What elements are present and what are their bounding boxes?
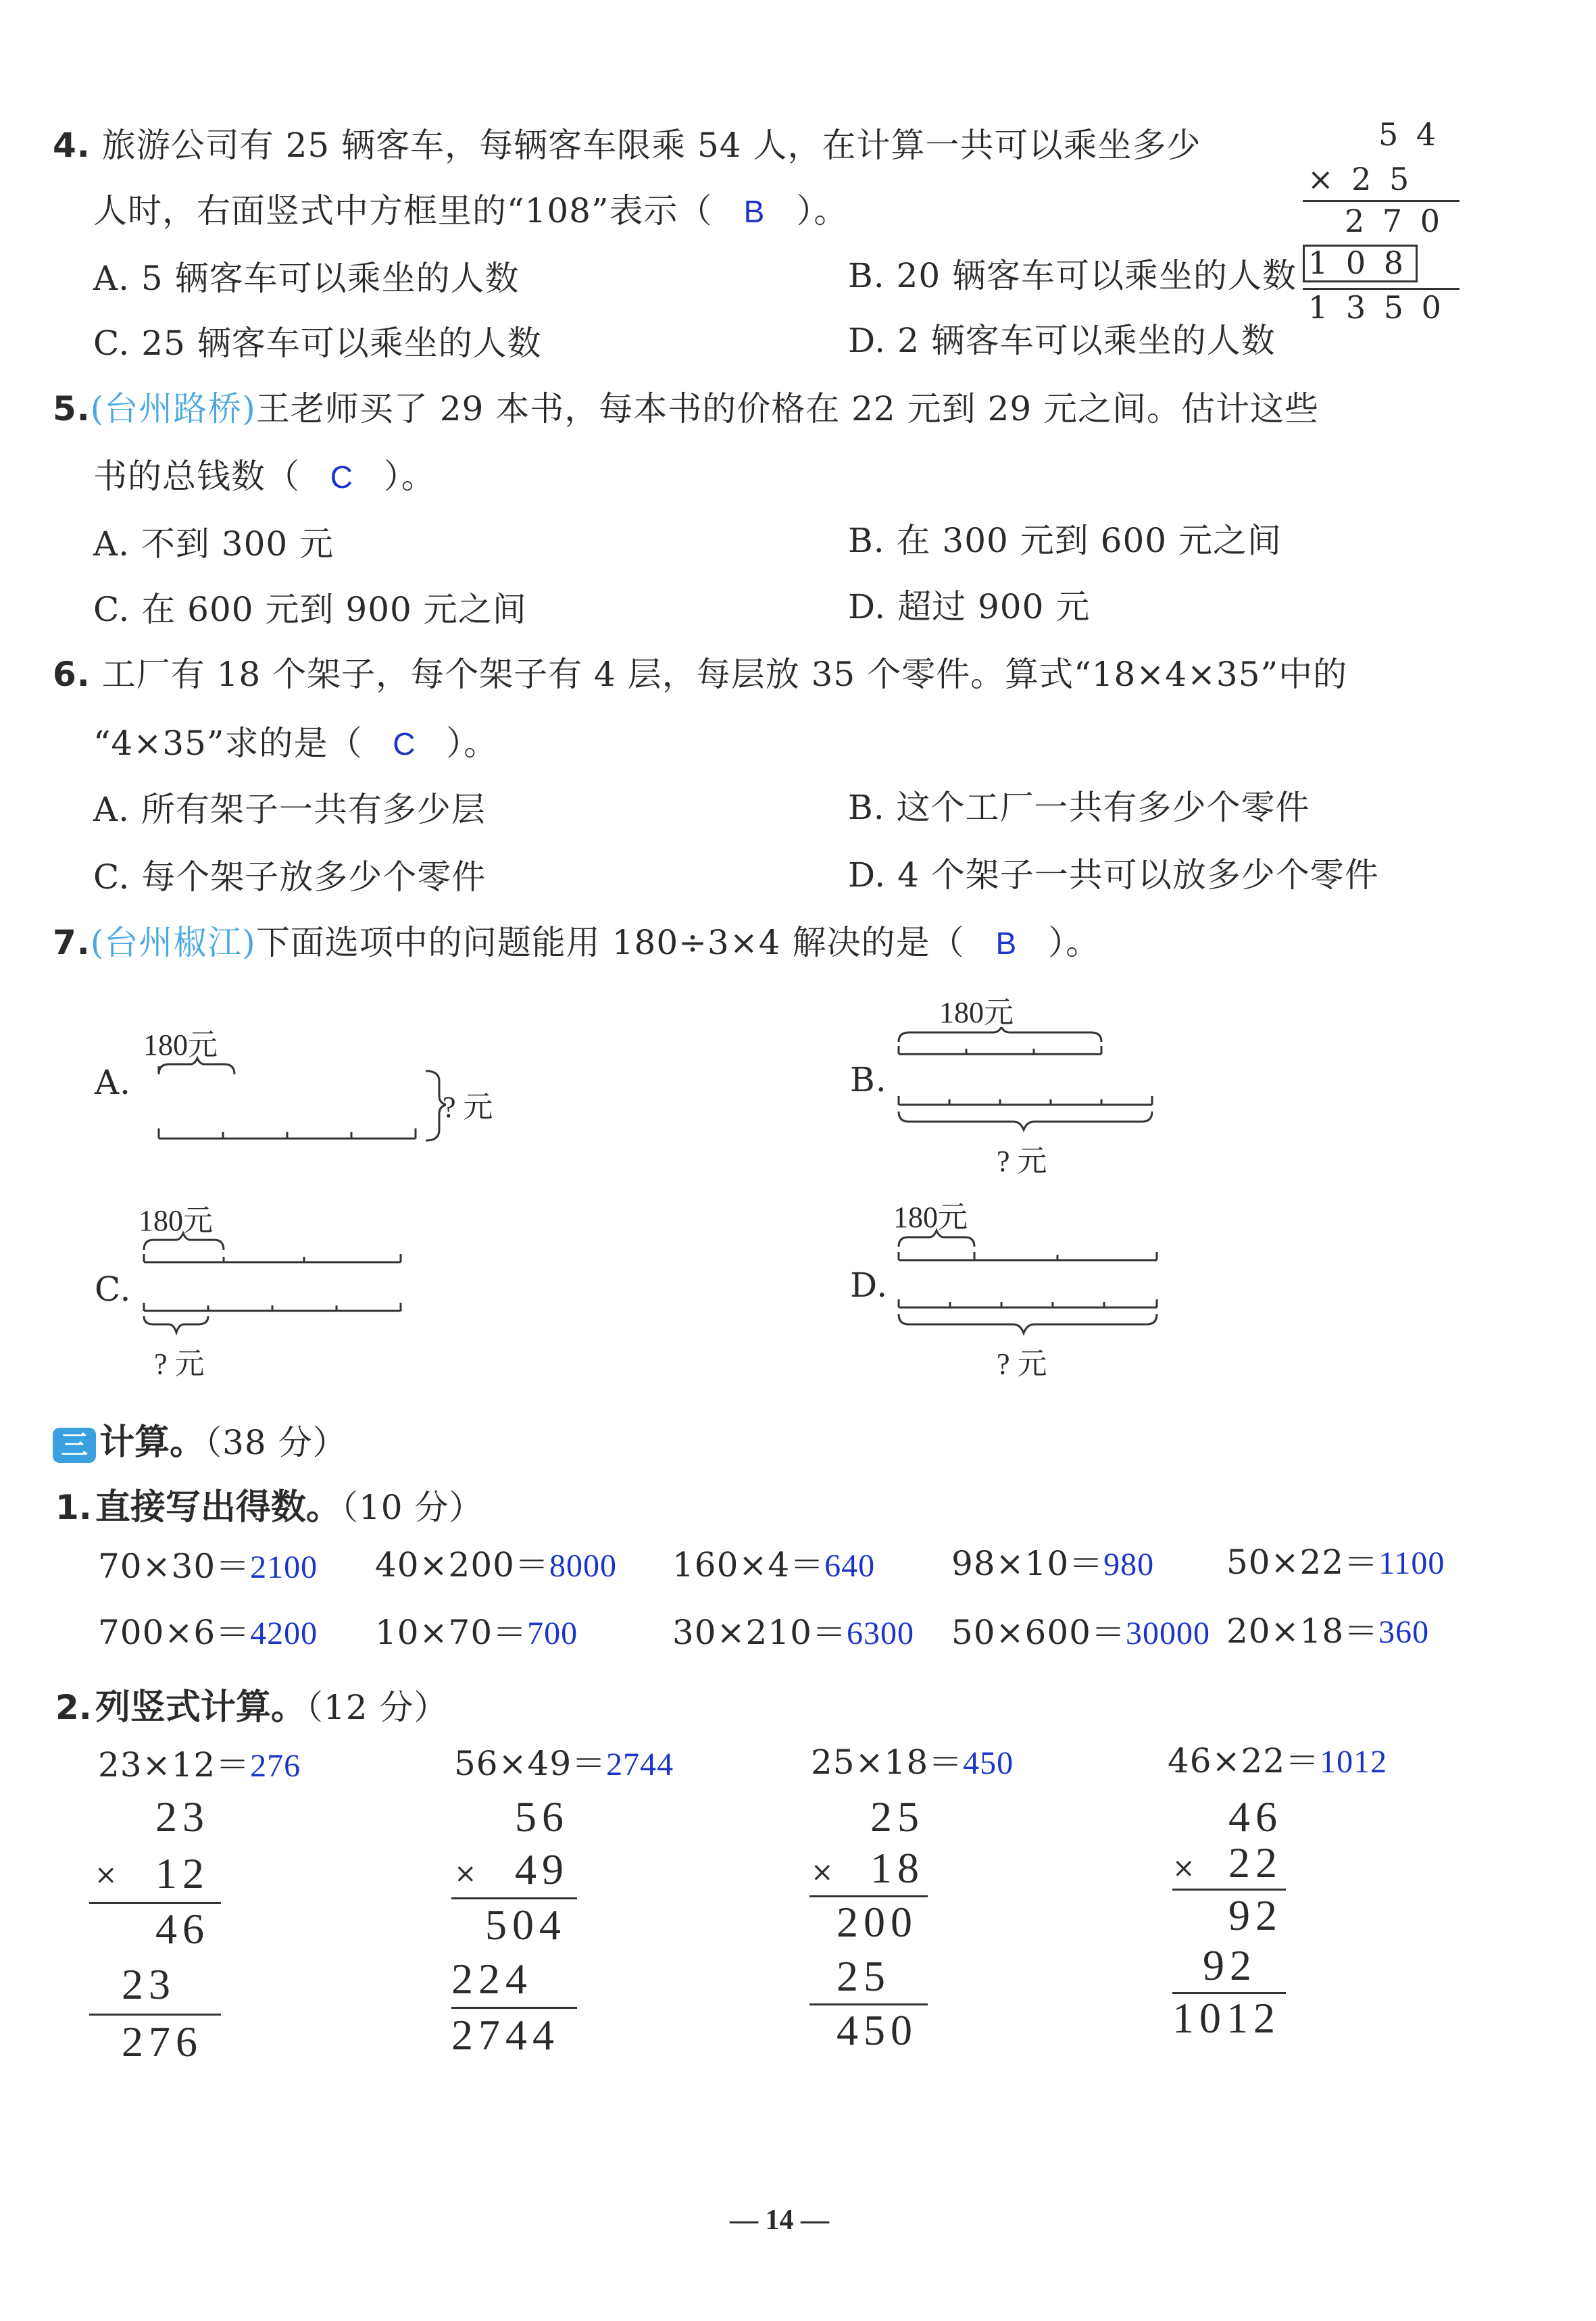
- q4-option-a: A. 5 辆客车可以乘坐的人数: [93, 259, 520, 298]
- q5-text-2-post: ）。: [383, 457, 436, 496]
- s2-problem-3-expr: 25×18＝450: [811, 1743, 1014, 1782]
- s2-p4-partial-2: 92: [1203, 1941, 1257, 1989]
- q5-text-1: 王老师买了 29 本书，每本书的价格在 22 元到 29 元之间。估计这些: [255, 389, 1320, 428]
- s2-p2-result: 2744: [451, 2011, 559, 2059]
- s2-p3-result: 450: [837, 2006, 918, 2054]
- section-3-header: [53, 1414, 347, 1464]
- s2-p1-partial-1: 46: [155, 1905, 209, 1953]
- q7-diagram-c-question: ? 元: [154, 1347, 205, 1380]
- q4-calc-multiplier: × 2 5: [1307, 161, 1414, 197]
- s1-answer-3: 640: [824, 1548, 876, 1584]
- q7-text-1: 下面选项中的问题能用 180÷3×4 解决的是（: [255, 923, 965, 962]
- q7-diagram-c-drawing: [139, 1230, 409, 1345]
- s2-p1-multiplier: 12: [155, 1849, 209, 1897]
- s1-answer-10: 360: [1378, 1614, 1430, 1650]
- s2-p4-multiplier: 22: [1228, 1839, 1282, 1887]
- s2-p2-rule-1: [451, 1897, 577, 1899]
- s1-answer-9: 30000: [1125, 1616, 1210, 1651]
- q7-diagram-b-question: ? 元: [997, 1145, 1047, 1178]
- q6-answer: C: [393, 726, 416, 762]
- s1-answer-2: 8000: [549, 1548, 617, 1584]
- s1-number: 1.: [55, 1488, 92, 1527]
- q4-option-b: B. 20 辆客车可以乘坐的人数: [848, 256, 1297, 295]
- q5-option-d: D. 超过 900 元: [848, 587, 1091, 626]
- s2-p4-result: 1012: [1172, 1994, 1280, 2042]
- q6-option-b: B. 这个工厂一共有多少个零件: [848, 788, 1310, 827]
- q7-diagram-b-drawing: [892, 1027, 1162, 1139]
- q4-text-2: 人时，右面竖式中方框里的“108”表示（: [93, 191, 713, 230]
- q7-diagram-b-label: B.: [850, 1060, 887, 1099]
- s2-p2-multiplicand: 56: [515, 1793, 569, 1841]
- s1-title: 直接写出得数。: [95, 1487, 341, 1528]
- s2-p2-partial-1: 504: [485, 1901, 566, 1949]
- q6-line2: [93, 723, 498, 764]
- s2-problem-3-answer: 450: [963, 1745, 1014, 1781]
- s2-p3-multiplier: 18: [870, 1844, 924, 1892]
- s2-problem-4-answer: 1012: [1320, 1744, 1388, 1780]
- q7-diagram-d-label: D.: [850, 1266, 889, 1305]
- s1-item-2: 40×200＝8000: [375, 1545, 617, 1584]
- q5-number: 5.: [53, 389, 91, 428]
- s2-problem-4-expr: 46×22＝1012: [1168, 1741, 1388, 1780]
- page-number: — 14 —: [730, 2205, 829, 2236]
- s2-p4-partial-1: 92: [1228, 1891, 1282, 1939]
- s1-item-7: 10×70＝700: [375, 1613, 578, 1652]
- s1-item-4: 98×10＝980: [951, 1544, 1155, 1583]
- q4-text-1: 旅游公司有 25 辆客车，每辆客车限乘 54 人，在计算一共可以乘坐多少: [101, 126, 1201, 165]
- q6-text-2: “4×35”求的是（: [93, 724, 363, 763]
- s1-item-1: 70×30＝2100: [98, 1547, 318, 1586]
- q6-text-2-post: ）。: [446, 724, 499, 763]
- s1-answer-8: 6300: [846, 1616, 914, 1651]
- q7-number: 7.: [53, 923, 91, 962]
- q5-option-a: A. 不到 300 元: [93, 524, 334, 564]
- q7-diagram-d-top-label: 180元: [893, 1201, 968, 1234]
- q7-diagram-d-question: ? 元: [997, 1347, 1047, 1380]
- q4-option-c: C. 25 辆客车可以乘坐的人数: [93, 324, 542, 363]
- s2-p1-partial-2: 23: [122, 1960, 176, 2008]
- q7-diagram-c-label: C.: [95, 1270, 132, 1309]
- s2-p3-partial-2: 25: [837, 1952, 891, 2000]
- q5-line2: [93, 456, 436, 497]
- s2-problem-2-expr: 56×49＝2744: [454, 1744, 674, 1783]
- s1-score: （10 分）: [341, 1488, 484, 1527]
- s1-item-5: 50×22＝1100: [1226, 1543, 1445, 1582]
- s1-answer-6: 4200: [250, 1616, 318, 1651]
- s2-score: （12 分）: [305, 1688, 449, 1727]
- q6-number: 6.: [53, 655, 91, 694]
- q7-answer: B: [995, 926, 1018, 961]
- q4-text-2-post: ）。: [796, 191, 849, 230]
- q6-option-c: C. 每个架子放多少个零件: [93, 857, 487, 897]
- s2-p1-multiplicand: 23: [155, 1793, 209, 1841]
- s2-p2-multiplier: 49: [515, 1845, 569, 1893]
- q7-diagram-a-question: ? 元: [443, 1091, 493, 1124]
- q7-diagram-a-top-label: 180元: [143, 1028, 218, 1062]
- q4-calc-result: 1 3 5 0: [1308, 289, 1445, 326]
- s2-p2-rule-2: [451, 2007, 577, 2009]
- s2-p2-times: ×: [454, 1858, 477, 1889]
- s1-answer-5: 1100: [1378, 1545, 1445, 1581]
- s2-header: [55, 1678, 448, 1729]
- q5-option-b: B. 在 300 元到 600 元之间: [848, 521, 1282, 560]
- s1-answer-1: 2100: [250, 1549, 318, 1585]
- q4-line2: [93, 191, 848, 232]
- s2-number: 2.: [55, 1688, 92, 1727]
- s2-p1-rule-2: [89, 2014, 221, 2016]
- section-3-title: 计算。: [99, 1422, 205, 1463]
- s2-p4-times: ×: [1172, 1853, 1195, 1884]
- q4-option-d: D. 2 辆客车可以乘坐的人数: [848, 321, 1276, 360]
- s1-item-3: 160×4＝640: [672, 1545, 876, 1584]
- q7-diagram-d-drawing: [892, 1226, 1162, 1345]
- q5-answer: C: [330, 459, 354, 495]
- s2-p1-result: 276: [122, 2018, 203, 2066]
- s1-item-8: 30×210＝6300: [672, 1613, 914, 1652]
- q5-text-2: 书的总钱数（: [93, 457, 300, 496]
- s1-answer-4: 980: [1103, 1547, 1155, 1582]
- q7-text-1-post: ）。: [1048, 923, 1101, 962]
- q6-text-1: 工厂有 18 个架子，每个架子有 4 层，每层放 35 个零件。算式“18×4×35”中的: [101, 655, 1348, 694]
- q6-option-d: D. 4 个架子一共可以放多少个零件: [848, 855, 1379, 895]
- q4-line1: [53, 125, 1201, 166]
- q4-answer: B: [743, 194, 766, 229]
- s2-p1-times: ×: [95, 1860, 118, 1891]
- s1-item-9: 50×600＝30000: [951, 1613, 1210, 1652]
- s1-item-10: 20×18＝360: [1226, 1612, 1430, 1651]
- q4-calc-partial-2: 1 0 8: [1308, 245, 1408, 281]
- s2-p3-multiplicand: 25: [870, 1793, 924, 1841]
- q7-source: (台州椒江): [90, 923, 256, 962]
- s2-p3-partial-1: 200: [837, 1898, 918, 1946]
- q4-calc-partial-1: 2 7 0: [1345, 203, 1445, 239]
- q7-diagram-c-top-label: 180元: [139, 1204, 213, 1237]
- section-3-badge: 三: [53, 1428, 96, 1463]
- q6-option-a: A. 所有架子一共有多少层: [93, 790, 486, 829]
- s2-problem-1-answer: 276: [250, 1748, 301, 1784]
- q7-diagram-a-label: A.: [95, 1063, 132, 1102]
- q7-diagram-a-drawing: [149, 1054, 446, 1149]
- s2-title: 列竖式计算。: [95, 1687, 306, 1728]
- section-3-score: （38 分）: [205, 1423, 347, 1462]
- q5-option-c: C. 在 600 元到 900 元之间: [93, 590, 527, 629]
- s1-item-6: 700×6＝4200: [98, 1613, 318, 1652]
- q7-line1: [53, 922, 1100, 964]
- q5-line1: [53, 389, 1319, 429]
- s1-answer-7: 700: [527, 1616, 578, 1651]
- s2-p4-multiplicand: 46: [1228, 1793, 1282, 1841]
- q6-line1: [53, 654, 1347, 695]
- q4-calc-rule-1: [1303, 200, 1460, 202]
- q5-source: (台州路桥): [90, 389, 256, 428]
- s1-header: [55, 1478, 483, 1529]
- q7-diagram-b-top-label: 180元: [939, 996, 1014, 1029]
- q4-number: 4.: [53, 126, 91, 165]
- s2-p3-times: ×: [811, 1857, 834, 1888]
- s2-problem-2-answer: 2744: [606, 1747, 674, 1782]
- s2-problem-1-expr: 23×12＝276: [98, 1745, 301, 1785]
- q4-calc-multiplicand: 5 4: [1378, 116, 1441, 153]
- s2-p2-partial-2: 224: [451, 1955, 532, 2003]
